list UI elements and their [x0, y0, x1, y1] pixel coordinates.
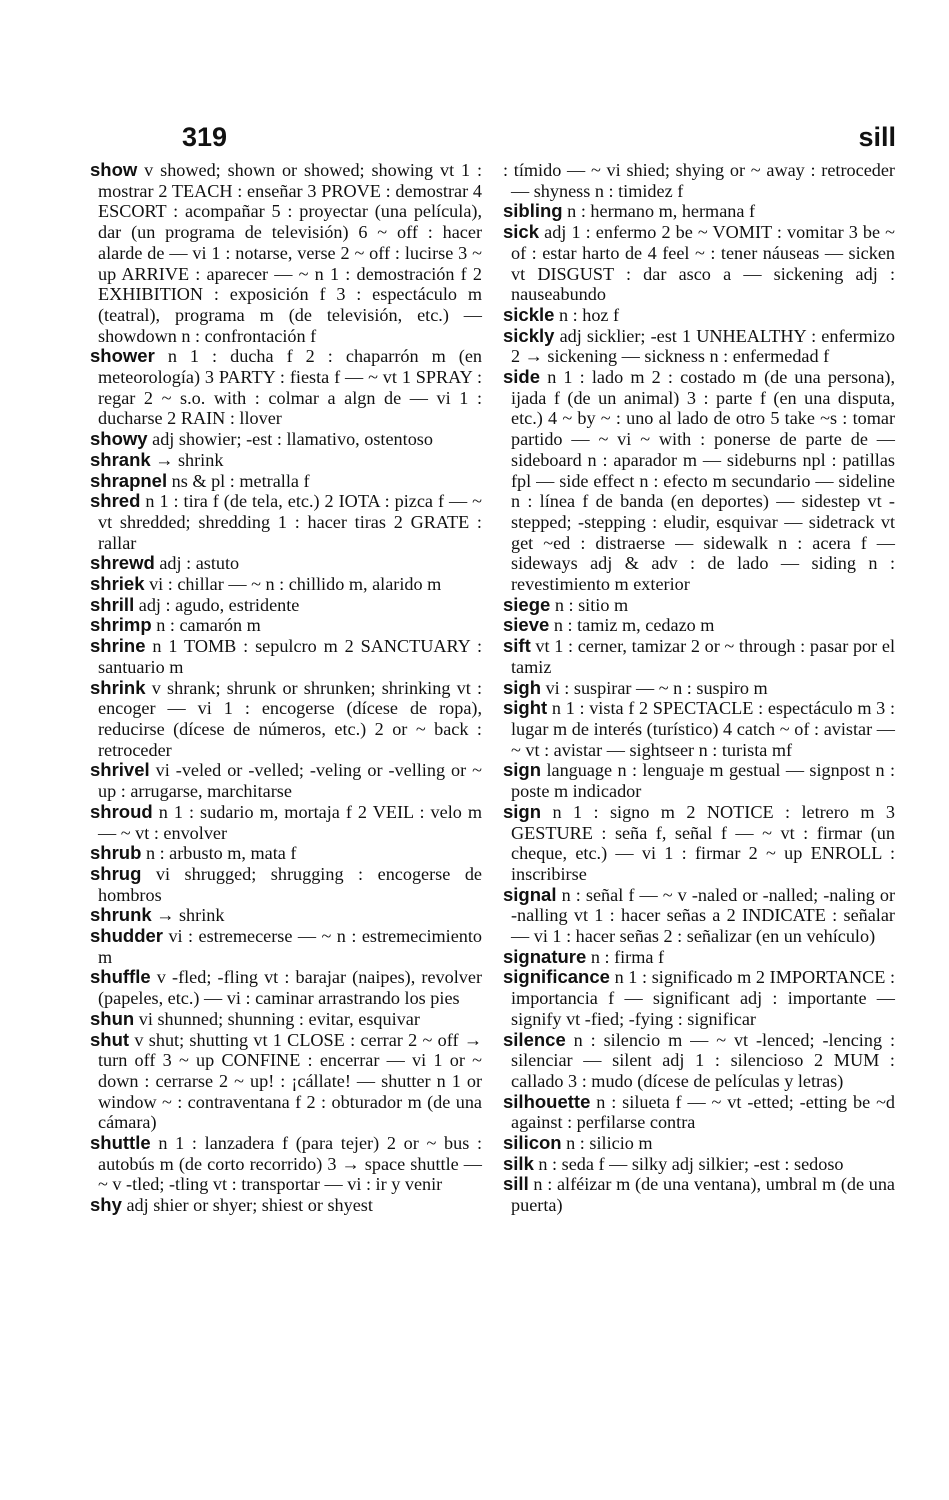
dictionary-entry — [503, 760, 895, 801]
dictionary-entry — [90, 1009, 482, 1030]
entry-headword: sickly — [503, 324, 555, 346]
guide-word: sill — [858, 122, 896, 152]
entry-headword: shrub — [90, 842, 142, 864]
entry-definition: vi : estremecerse — ~ n : estremecimiento m — [98, 926, 483, 967]
entry-definition: n : señal f — ~ v -naled or -nalled; -naling or -nalling vt 1 : hacer señas a 2 INDICATE : señalar — vi 1 : hacer señas 2 : señalizar (en un vehículo) — [511, 884, 895, 947]
entry-headword: silhouette — [503, 1090, 591, 1112]
dictionary-entry — [503, 160, 895, 201]
dictionary-entry — [90, 926, 482, 967]
dictionary-entry — [90, 760, 482, 801]
dictionary-entry — [503, 947, 895, 968]
entry-definition: v shrank; shrunk or shrunken; shrinking vt : encoger — vi 1 : encogerse (dícese de ropa), reducirse (dícese de números, etc.) 2 or ~ back : retroceder — [98, 677, 483, 760]
dictionary-entry — [90, 574, 482, 595]
dictionary-entry — [90, 615, 482, 636]
dictionary-entry — [503, 305, 895, 326]
dictionary-entry — [90, 595, 482, 616]
entry-definition: n 1 : vista f 2 SPECTACLE : espectáculo m 3 : lugar m de interés (turístico) 4 catch ~ of : avistar — ~ vt : avistar — sightseer n : turista mf — [511, 698, 896, 760]
entry-definition: language n : lenguaje m gestual — signpost n : poste m indicador — [511, 760, 895, 802]
entry-headword: shroud — [90, 800, 153, 822]
dictionary-entry — [90, 843, 482, 864]
entry-definition: adj showier; -est : llamativo, ostentoso — [152, 429, 433, 450]
entry-definition: n : silencio m — ~ vt -lenced; -lencing : silenciar — silent adj 1 : silencioso 2 MUM : callado 3 : mudo (dícese de películas y letras) — [511, 1029, 896, 1091]
dictionary-entry — [90, 1133, 482, 1195]
entry-definition: vi shrugged; shrugging : encogerse de hombros — [98, 863, 482, 905]
entry-headword: showy — [90, 428, 148, 450]
entry-definition: n : alféizar m (de una ventana), umbral m (de una puerta) — [511, 1174, 895, 1216]
entry-definition: v -fled; -fling vt : barajar (naipes), revolver (papeles, etc.) — vi : caminar arrastrando los pies — [98, 967, 483, 1009]
entry-headword: sick — [503, 221, 540, 243]
entry-headword: shrapnel — [90, 469, 168, 491]
entry-definition: n : silicio m — [566, 1133, 653, 1154]
entry-definition: n 1 : lado m 2 : costado m (de una persona), ijada f (de un animal) 3 : parte f (en una disputa, etc.) 4 ~ by ~ : uno al lado de otro 5 take ~s : tomar partido — ~ vi ~ with : ponerse de parte de — sideboard n : aparador m — sideburns npl : patillas fpl — side effect n : efecto m secundario — sideline n : línea f de banda (en deportes) — sidestep vt -stepped; -stepping : eludir, esquivar — sidetrack vt get ~ed : distraerse — sidewalk n : acera f — sideways adj & adv : de lado — siding n : revestimiento m exterior — [511, 367, 896, 595]
entry-headword: significance — [503, 966, 610, 988]
entry-definition: n : silueta f — ~ vt -etted; -etting be ~d against : perfilarse contra — [511, 1091, 895, 1133]
dictionary-entry — [90, 346, 482, 429]
entry-headword: shrill — [90, 593, 135, 615]
entry-headword: shrug — [90, 862, 142, 884]
entry-headword: shrunk — [90, 904, 152, 926]
entry-definition: n : firma f — [590, 946, 665, 967]
entry-headword: shower — [90, 345, 155, 367]
entry-headword: silence — [503, 1028, 566, 1050]
entry-headword: shrine — [90, 635, 146, 657]
dictionary-entry — [503, 201, 895, 222]
entry-headword: sift — [503, 635, 531, 657]
entry-definition: adj sicklier; -est 1 UNHEALTHY : enfermizo 2 → sickening — sickness n : enfermedad f — [511, 325, 895, 367]
dictionary-entry — [503, 698, 895, 760]
entry-headword: sign — [503, 759, 542, 781]
entry-definition: vi shunned; shunning : evitar, esquivar — [138, 1008, 420, 1029]
entry-definition: vi -veled or -velled; -veling or -velling or ~ up : arrugarse, marchitarse — [98, 760, 483, 802]
entry-headword: sight — [503, 697, 548, 719]
entry-definition: n 1 : tira f (de tela, etc.) 2 IOTA : pizca f — ~ vt shredded; shredding 1 : hacer tiras 2 GRATE : rallar — [98, 491, 482, 553]
entry-headword: signal — [503, 883, 557, 905]
entry-definition: vi : suspirar — ~ n : suspiro m — [545, 677, 768, 698]
entry-definition: adj shier or shyer; shiest or shyest — [126, 1195, 373, 1216]
dictionary-entry — [90, 678, 482, 761]
right-column — [503, 160, 895, 1216]
entry-headword: sieve — [503, 614, 550, 636]
entry-definition: n : arbusto m, mata f — [145, 843, 297, 864]
dictionary-entry — [90, 1030, 482, 1134]
entry-headword: shrewd — [90, 552, 155, 574]
entry-definition: → shrink — [155, 449, 224, 470]
entry-definition: n 1 : ducha f 2 : chaparrón m (en meteorología) 3 PARTY : fiesta f — ~ vt 1 SPRAY : regar 2 ~ s.o. with : colmar a algn de — vi 1 : ducharse 2 RAIN : llover — [98, 346, 482, 429]
entry-definition: adj : agudo, estridente — [138, 594, 300, 615]
page-number: 319 — [182, 122, 228, 152]
dictionary-entry — [503, 326, 895, 367]
dictionary-entry — [503, 967, 895, 1029]
entry-definition: ns & pl : metralla f — [171, 470, 310, 491]
entry-headword: shuttle — [90, 1132, 151, 1154]
entry-headword: signature — [503, 945, 587, 967]
entry-headword: side — [503, 366, 541, 388]
dictionary-entry — [503, 1154, 895, 1175]
entry-definition: v shut; shutting vt 1 CLOSE : cerrar 2 ~ off → turn off 3 ~ up CONFINE : encerrar — vi 1 or ~ down : cerrarse 2 ~ up! : ¡cállate! — shutter n 1 or window ~ : contraventana f 2 : obturador m (de una cámara) — [98, 1029, 483, 1133]
entry-definition: n : hoz f — [558, 304, 620, 325]
dictionary-entry — [503, 1133, 895, 1154]
entry-headword: shudder — [90, 925, 163, 947]
dictionary-entry — [90, 802, 482, 843]
entry-headword: shrink — [90, 676, 146, 698]
dictionary-entry — [90, 636, 482, 677]
entry-headword: sickle — [503, 303, 555, 325]
entry-definition: n : seda f — silky adj silkier; -est : sedoso — [538, 1153, 844, 1174]
entry-headword: shrank — [90, 448, 151, 470]
entry-headword: shuffle — [90, 966, 151, 988]
entry-headword: shun — [90, 1007, 135, 1029]
entry-definition: n 1 : signo m 2 NOTICE : letrero m 3 GESTURE : seña f, señal f — ~ vt : firmar (un cheque, etc.) — vi 1 : firmar 2 ~ up ENROLL : inscribirse — [511, 801, 895, 884]
entry-definition: vt 1 : cerner, tamizar 2 or ~ through : pasar por el tamiz — [511, 636, 895, 677]
entry-headword: shred — [90, 490, 141, 512]
entry-headword: shut — [90, 1028, 130, 1050]
dictionary-entry — [90, 967, 482, 1008]
dictionary-entry — [90, 471, 482, 492]
dictionary-entry — [90, 160, 482, 346]
dictionary-entry — [503, 1092, 895, 1133]
entry-definition: : tímido — ~ vi shied; shying or ~ away : retroceder — shyness n : timidez f — [503, 160, 895, 201]
entry-definition: v showed; shown or showed; showing vt 1 : mostrar 2 TEACH : enseñar 3 PROVE : demostrar 4 ESCORT : acompañar 5 : proyectar (una película), dar (un programa de televisión) 6 ~ off : hacer alarde de — vi 1 : notarse, verse 2 ~ off : lucirse 3 ~ up ARRIVE : aparecer — ~ n 1 : demostración f 2 EXHIBITION : exposición f 3 : espectáculo m (teatral), programa m (de televisión, etc.) — showdown n : confrontación f — [98, 160, 482, 346]
dictionary-entry — [90, 1195, 482, 1216]
entry-definition: n : camarón m — [156, 615, 261, 636]
entry-headword: siege — [503, 593, 551, 615]
dictionary-entry — [503, 595, 895, 616]
entry-definition: adj 1 : enfermo 2 be ~ VOMIT : vomitar 3 be ~ of : estar harto de 4 feel ~ : tener náuseas — sicken vt DISGUST : dar asco a — sickening adj : nauseabundo — [511, 222, 896, 305]
entry-definition: n 1 TOMB : sepulcro m 2 SANCTUARY : santuario m — [98, 636, 482, 677]
dictionary-entry — [503, 678, 895, 699]
entry-headword: silicon — [503, 1132, 562, 1154]
dictionary-entry — [503, 1030, 895, 1092]
dictionary-entry — [503, 885, 895, 947]
dictionary-entry — [90, 491, 482, 553]
dictionary-entry — [503, 636, 895, 677]
entry-headword: sign — [503, 800, 542, 822]
entry-headword: shriek — [90, 573, 145, 595]
entry-headword: sill — [503, 1173, 529, 1195]
entry-headword: sibling — [503, 200, 563, 222]
dictionary-entry — [90, 905, 482, 926]
dictionary-entry — [503, 222, 895, 305]
left-column — [90, 160, 482, 1216]
entry-headword: sigh — [503, 676, 542, 698]
entry-definition: vi : chillar — ~ n : chillido m, alarido m — [149, 574, 442, 595]
entry-definition: n : tamiz m, cedazo m — [553, 615, 715, 636]
dictionary-entry — [503, 367, 895, 595]
entry-definition: n : hermano m, hermana f — [567, 201, 756, 222]
entry-definition: adj : astuto — [159, 553, 240, 574]
entry-definition: → shrink — [156, 905, 225, 926]
entry-headword: shrimp — [90, 614, 152, 636]
entry-headword: show — [90, 159, 138, 180]
entry-definition: n : sitio m — [554, 594, 629, 615]
dictionary-entry — [90, 864, 482, 905]
entry-headword: shrivel — [90, 759, 150, 781]
entry-definition: n 1 : sudario m, mortaja f 2 VEIL : velo m — ~ vt : envolver — [98, 801, 483, 843]
dictionary-entry — [90, 450, 482, 471]
dictionary-entry — [90, 429, 482, 450]
entry-headword: silk — [503, 1152, 534, 1174]
dictionary-entry — [90, 553, 482, 574]
dictionary-entry — [503, 615, 895, 636]
entry-headword: shy — [90, 1194, 122, 1216]
entry-definition: n 1 : lanzadera f (para tejer) 2 or ~ bus : autobús m (de corto recorrido) 3 → space shuttle — ~ v -tled; -tling vt : transportar — vi : ir y venir — [98, 1133, 483, 1195]
dictionary-entry — [503, 1174, 895, 1215]
entry-definition: n 1 : significado m 2 IMPORTANCE : importancia f — significant adj : importante — signify vt -fied; -fying : significar — [511, 967, 896, 1029]
dictionary-entry — [503, 802, 895, 885]
